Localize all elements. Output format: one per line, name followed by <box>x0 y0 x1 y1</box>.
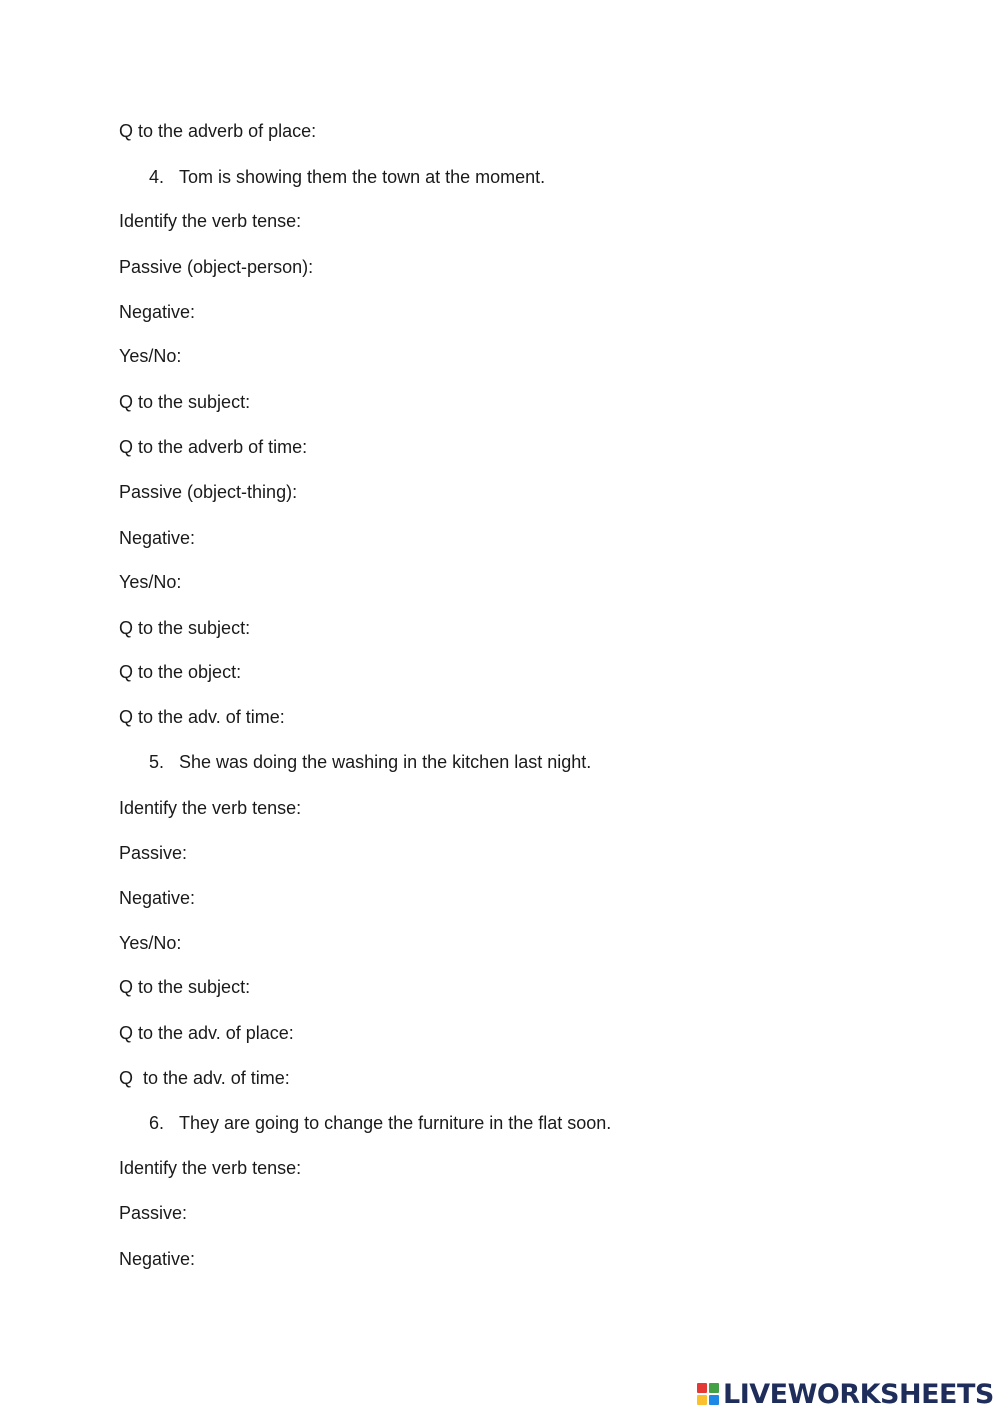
liveworksheets-logo-icon <box>697 1383 719 1405</box>
logo-text: LIVEWORKSHEETS <box>723 1378 994 1410</box>
sentence-item-4 <box>149 166 545 188</box>
prompt-passive: Passive: <box>119 843 188 863</box>
logo-square <box>709 1383 719 1393</box>
prompt-yes-no: Yes/No: <box>119 933 182 953</box>
prompt-passive-person: Passive (object-person): <box>119 257 314 277</box>
prompt-q-adverb-place: Q to the adverb of place: <box>119 121 317 141</box>
logo-square <box>697 1383 707 1393</box>
item-sentence: She was doing the washing in the kitchen last night. <box>179 752 592 772</box>
prompt-negative: Negative: <box>119 528 196 548</box>
logo-square <box>697 1395 707 1405</box>
sentence-item-5 <box>149 751 591 773</box>
prompt-q-subject: Q to the subject: <box>119 392 251 412</box>
prompt-q-adverb-time: Q to the adverb of time: <box>119 437 308 457</box>
prompt-identify-tense: Identify the verb tense: <box>119 211 302 231</box>
item-number: 4. <box>149 167 165 187</box>
prompt-q-object: Q to the object: <box>119 662 242 682</box>
prompt-yes-no: Yes/No: <box>119 346 182 366</box>
item-sentence: They are going to change the furniture in the flat soon. <box>179 1113 612 1133</box>
prompt-passive-thing: Passive (object-thing): <box>119 482 298 502</box>
prompt-q-adv-place: Q to the adv. of place: <box>119 1023 294 1043</box>
item-sentence: Tom is showing them the town at the moment. <box>179 167 546 187</box>
item-number: 6. <box>149 1113 165 1133</box>
sentence-item-6 <box>149 1112 611 1134</box>
prompt-q-adv-time: Q to the adv. of time: <box>119 707 285 727</box>
prompt-passive: Passive: <box>119 1203 188 1223</box>
prompt-identify-tense: Identify the verb tense: <box>119 798 302 818</box>
prompt-negative: Negative: <box>119 302 196 322</box>
prompt-q-adv-time: Q to the adv. of time: <box>119 1068 290 1088</box>
prompt-negative: Negative: <box>119 888 196 908</box>
prompt-q-subject: Q to the subject: <box>119 618 251 638</box>
logo-square <box>709 1395 719 1405</box>
item-number: 5. <box>149 752 165 772</box>
prompt-yes-no: Yes/No: <box>119 572 182 592</box>
prompt-identify-tense: Identify the verb tense: <box>119 1158 302 1178</box>
liveworksheets-logo <box>697 1378 994 1410</box>
prompt-negative: Negative: <box>119 1249 196 1269</box>
prompt-q-subject: Q to the subject: <box>119 977 251 997</box>
